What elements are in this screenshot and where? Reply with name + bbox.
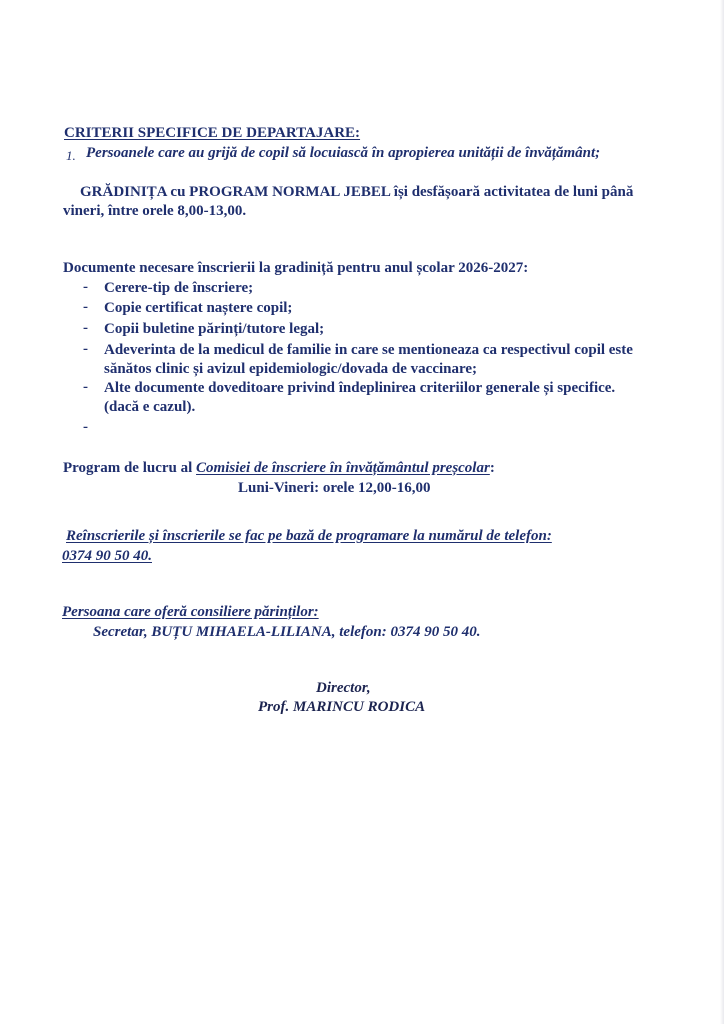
document-item-medical-certificate-cont: sănătos clinic și avizul epidemiologic/dovada de vaccinare; [104, 361, 478, 377]
document-item-other-documents: Alte documente doveditoare privind îndeplinirea criteriilor generale și specifice. [104, 380, 616, 396]
criteria-item-text: Persoanele care au grijă de copil să locuiască în apropierea unității de învățământ; [86, 145, 601, 161]
criteria-heading: CRITERII SPECIFICE DE DEPARTAJARE: [64, 125, 361, 141]
document-item-medical-certificate: Adeverinta de la medicul de familie in care se mentioneaza ca respectivul copil este [104, 342, 633, 358]
commission-schedule-heading [63, 459, 495, 478]
commission-name: Comisiei de înscriere în învățământul preșcolar [196, 460, 490, 476]
document-list-bullet: - [83, 379, 88, 395]
counseling-contact: Secretar, BUȚU MIHAELA-LILIANA, telefon: 0374 90 50 40. [93, 624, 481, 640]
appointment-notice: Reînscrierile și înscrierile se fac pe bază de programare la numărul de telefon: [66, 528, 552, 544]
document-list-empty-bullet: - [83, 419, 88, 435]
document-list-bullet: - [83, 279, 88, 295]
commission-hours: Luni-Vineri: orele 12,00-16,00 [238, 480, 431, 496]
appointment-phone: 0374 90 50 40. [62, 548, 152, 564]
criteria-item-number: 1. [66, 148, 76, 163]
kindergarten-schedule-line-2: vineri, între orele 8,00-13,00. [63, 203, 247, 219]
document-list-bullet: - [83, 320, 88, 336]
counseling-heading: Persoana care oferă consiliere părinților: [62, 604, 319, 620]
commission-schedule-label: Program de lucru al [63, 460, 197, 476]
kindergarten-schedule-line-1: GRĂDINIȚA cu PROGRAM NORMAL JEBEL își desfășoară activitatea de luni până [80, 184, 634, 200]
document-item-other-documents-cont: (dacă e cazul). [104, 399, 196, 415]
document-list-bullet: - [83, 341, 88, 357]
document-item-parent-ids: Copii buletine părinți/tutore legal; [104, 321, 325, 337]
document-list-bullet: - [83, 299, 88, 315]
director-title: Director, [316, 680, 371, 696]
commission-colon: : [489, 460, 495, 476]
scan-edge-shadow [720, 0, 724, 1024]
document-item-birth-certificate: Copie certificat naștere copil; [104, 300, 293, 316]
director-name: Prof. MARINCU RODICA [258, 699, 426, 715]
documents-heading: Documente necesare înscrierii la gradiniță pentru anul școlar 2026-2027: [63, 260, 529, 276]
document-item-request-form: Cerere-tip de înscriere; [104, 280, 254, 296]
